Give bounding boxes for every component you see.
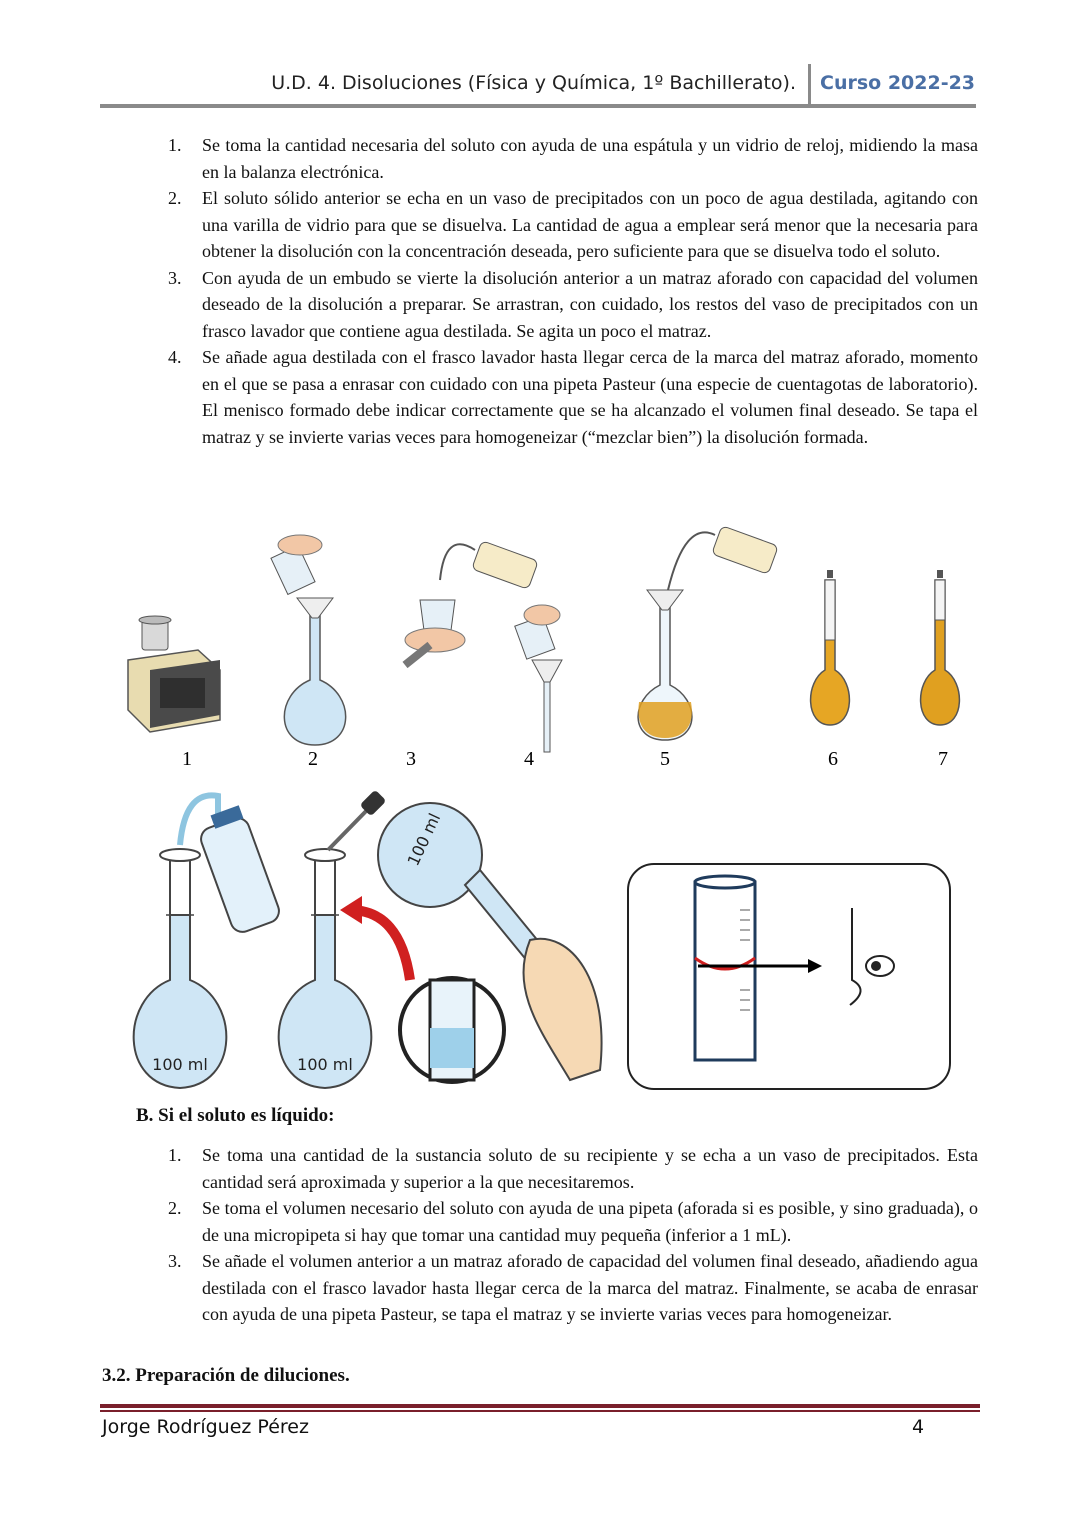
volumetric-flask-dropper	[279, 790, 387, 1088]
list-item	[160, 1142, 978, 1195]
list-item	[160, 265, 978, 345]
list-item	[160, 344, 978, 450]
flask-filled-illustration	[811, 570, 850, 725]
step-number: 1.	[168, 1145, 182, 1165]
figure-number-6: 6	[828, 748, 838, 770]
figure-number-5: 5	[660, 748, 670, 770]
step-number: 4.	[168, 347, 182, 367]
step-text: Se toma la cantidad necesaria del soluto con ayuda de una espátula y un vidrio de reloj, midiendo la masa en la balanza electrónica.	[202, 135, 978, 182]
step-text: Se toma el volumen necesario del soluto con ayuda de una pipeta (aforada si es posible, y sino graduada), o de una micropipeta si hay que tomar una cantidad muy pequeña (inferior a 1 mL).	[202, 1198, 978, 1245]
flask-funnel-illustration	[271, 535, 346, 745]
step-number: 3.	[168, 267, 182, 288]
step-text: Se toma una cantidad de la sustancia soluto de su recipiente y se echa a un vaso de precipitados. Esta cantidad será aproximada y superior a la que necesitaremos.	[202, 1145, 978, 1192]
step-number: 2.	[168, 1198, 182, 1218]
flask-washing-illustration	[638, 526, 778, 740]
step-number: 3.	[168, 1251, 182, 1271]
page-header	[100, 70, 976, 108]
section-heading: 3.2. Preparación de diluciones.	[102, 1365, 350, 1386]
meniscus-reading-panel	[628, 864, 950, 1089]
footer-rule	[100, 1404, 980, 1408]
meniscus-zoom-circle	[400, 978, 504, 1082]
procedure-figure	[100, 510, 980, 1100]
step-text: Se añade agua destilada con el frasco lavador hasta llegar cerca de la marca del matraz aforado, momento en el que se pasa a enrasar con cuidado con una pipeta Pasteur (una especie de cuentagotas de laboratorio). El menisco formado debe indicar correctamente que se ha alcanzado el volumen final deseado. Se tapa el matraz y se invierte varias veces para homogeneizar (“mezclar bien”) la disolución formada.	[202, 347, 978, 447]
header-course: Curso 2022-23	[820, 72, 976, 94]
figure-number-3: 3	[406, 748, 416, 770]
flask-homogenized-illustration	[921, 570, 960, 725]
page-number: 4	[912, 1416, 925, 1438]
step-text: Con ayuda de un embudo se vierte la disolución anterior a un matraz aforado con capacidad del volumen deseado de la disolución a preparar. Se arrastran, con cuidado, los restos del vaso de precipitados con un frasco lavador que contiene agua destilada. Se agita un poco el matraz.	[202, 267, 978, 341]
flask-label: 100 ml	[403, 810, 445, 869]
volumetric-flask-wash-bottle	[134, 795, 283, 1088]
solid-steps-list	[160, 132, 978, 450]
step-number: 1.	[168, 135, 182, 155]
flask-label: 100 ml	[297, 1055, 353, 1074]
list-item	[160, 185, 978, 265]
footer-author: Jorge Rodríguez Pérez	[102, 1416, 309, 1438]
liquid-steps-list	[160, 1142, 978, 1328]
balance-illustration	[128, 616, 220, 732]
figure-number-1: 1	[182, 748, 192, 770]
footer-rule-thin	[100, 1410, 980, 1412]
header-title: U.D. 4. Disoluciones (Física y Química, 1º Bachillerato).	[271, 72, 796, 94]
figure-number-7: 7	[938, 748, 948, 770]
list-item	[160, 1195, 978, 1248]
pouring-funnel-illustration	[515, 605, 562, 752]
step-text: Se añade el volumen anterior a un matraz aforado de capacidad del volumen final deseado, añadiendo agua destilada con el frasco lavador hasta llegar cerca de la marca del matraz. Finalmente, se acaba de enrasar con ayuda de una pipeta Pasteur, se tapa el matraz y se invierte varias veces para homogeneizar.	[202, 1251, 978, 1324]
wash-beaker-illustration	[405, 541, 538, 665]
figure-number-2: 2	[308, 748, 318, 770]
step-text: El soluto sólido anterior se echa en un vaso de precipitados con un poco de agua destilada, agitando con una varilla de vidrio para que se disuelva. La cantidad de agua a emplear será menor que la necesaria para obtener la disolución con la concentración deseada, pero suficiente para que se disuelva todo el soluto.	[202, 188, 978, 261]
step-number: 2.	[168, 188, 182, 208]
red-arrowhead-icon	[340, 896, 362, 924]
section-b-heading: B. Si el soluto es líquido:	[136, 1105, 335, 1126]
header-separator	[808, 64, 811, 104]
flask-label: 100 ml	[152, 1055, 208, 1074]
list-item	[160, 1248, 978, 1328]
list-item	[160, 132, 978, 185]
figure-number-4: 4	[524, 748, 534, 770]
header-rule	[100, 104, 976, 108]
